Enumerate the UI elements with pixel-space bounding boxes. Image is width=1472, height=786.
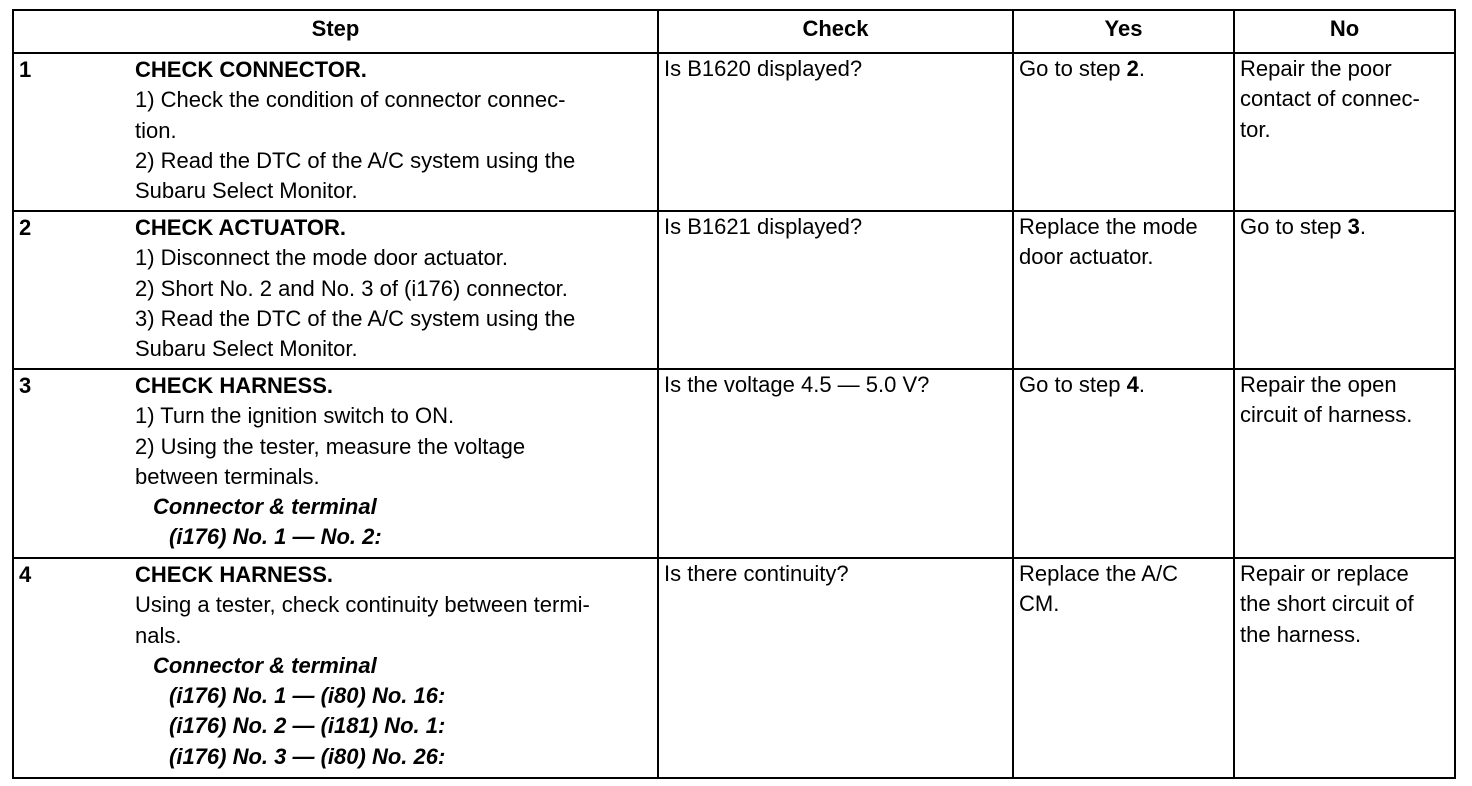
no-line: Repair the poor <box>1240 56 1392 81</box>
step-line: nals. <box>135 622 182 648</box>
step-line: Using a tester, check continuity between termi- <box>135 592 590 618</box>
table-row <box>13 211 1455 369</box>
step-cell <box>13 558 658 778</box>
yes-end: . <box>1138 56 1145 81</box>
step-line: 2) Short No. 2 and No. 3 of (i176) connector. <box>135 275 568 301</box>
connector-terminal-line: (i176) No. 3 — (i80) No. 26: <box>169 743 446 769</box>
connector-terminal-line: (i176) No. 1 — No. 2: <box>169 524 382 550</box>
step-line: Subaru Select Monitor. <box>135 336 358 362</box>
no-line: tor. <box>1240 116 1271 142</box>
yes-cell <box>1013 558 1234 778</box>
step-reference: 4 <box>1126 372 1139 397</box>
check-cell: Is there continuity? <box>658 558 1013 778</box>
header-yes: Yes <box>1013 10 1234 53</box>
step-line: between terminals. <box>135 463 320 489</box>
table-row <box>13 558 1455 778</box>
step-number: 1 <box>19 57 32 82</box>
step-line: 1) Disconnect the mode door actuator. <box>135 245 508 271</box>
header-check: Check <box>658 10 1013 53</box>
no-line: the harness. <box>1240 621 1362 647</box>
no-line: circuit of harness. <box>1240 402 1413 428</box>
no-cell <box>1234 211 1455 369</box>
step-line: 3) Read the DTC of the A/C system using the <box>135 305 576 331</box>
step-cell <box>13 369 658 558</box>
connector-terminal-line: (i176) No. 2 — (i181) No. 1: <box>169 713 446 739</box>
step-line: 1) Check the condition of connector connec- <box>135 87 566 113</box>
step-reference: 3 <box>1347 214 1360 239</box>
no-line: the short circuit of <box>1240 591 1414 617</box>
header-step: Step <box>13 10 658 53</box>
no-cell <box>1234 369 1455 558</box>
yes-line: door actuator. <box>1019 244 1154 270</box>
yes-text: Go to step <box>1019 372 1127 397</box>
yes-text: Go to step <box>1019 56 1127 81</box>
step-line: 1) Turn the ignition switch to ON. <box>135 403 455 429</box>
step-cell <box>13 211 658 369</box>
yes-end: . <box>1138 372 1145 397</box>
yes-cell <box>1013 369 1234 558</box>
yes-line: CM. <box>1019 591 1060 617</box>
step-cell <box>13 53 658 211</box>
step-number: 4 <box>19 562 32 587</box>
yes-line: Replace the mode <box>1019 214 1198 239</box>
step-line: tion. <box>135 117 177 143</box>
step-line: 2) Read the DTC of the A/C system using the <box>135 147 576 173</box>
no-line: Repair the open <box>1240 372 1397 397</box>
connector-terminal-heading: Connector & terminal <box>153 494 377 520</box>
header-no: No <box>1234 10 1455 53</box>
table-row <box>13 53 1455 211</box>
check-cell: Is B1620 displayed? <box>658 53 1013 211</box>
no-line: Repair or replace <box>1240 561 1409 586</box>
table-row <box>13 369 1455 558</box>
step-line: 2) Using the tester, measure the voltage <box>135 433 526 459</box>
step-title: CHECK CONNECTOR. <box>135 57 367 82</box>
yes-line: Replace the A/C <box>1019 561 1178 586</box>
connector-terminal-heading: Connector & terminal <box>153 652 377 678</box>
no-line: contact of connec- <box>1240 86 1420 112</box>
step-number: 3 <box>19 373 32 398</box>
step-line: Subaru Select Monitor. <box>135 178 358 204</box>
step-title: CHECK ACTUATOR. <box>135 215 347 240</box>
no-cell <box>1234 53 1455 211</box>
no-cell <box>1234 558 1455 778</box>
check-cell: Is the voltage 4.5 — 5.0 V? <box>658 369 1013 558</box>
diagnostic-table <box>12 9 1456 779</box>
connector-terminal-line: (i176) No. 1 — (i80) No. 16: <box>169 683 446 709</box>
step-reference: 2 <box>1126 56 1139 81</box>
yes-cell <box>1013 53 1234 211</box>
no-end: . <box>1359 214 1366 239</box>
yes-cell <box>1013 211 1234 369</box>
step-number: 2 <box>19 215 32 240</box>
step-title: CHECK HARNESS. <box>135 373 334 398</box>
check-cell: Is B1621 displayed? <box>658 211 1013 369</box>
step-title: CHECK HARNESS. <box>135 562 334 587</box>
no-text: Go to step <box>1240 214 1348 239</box>
header-row <box>13 10 1455 53</box>
